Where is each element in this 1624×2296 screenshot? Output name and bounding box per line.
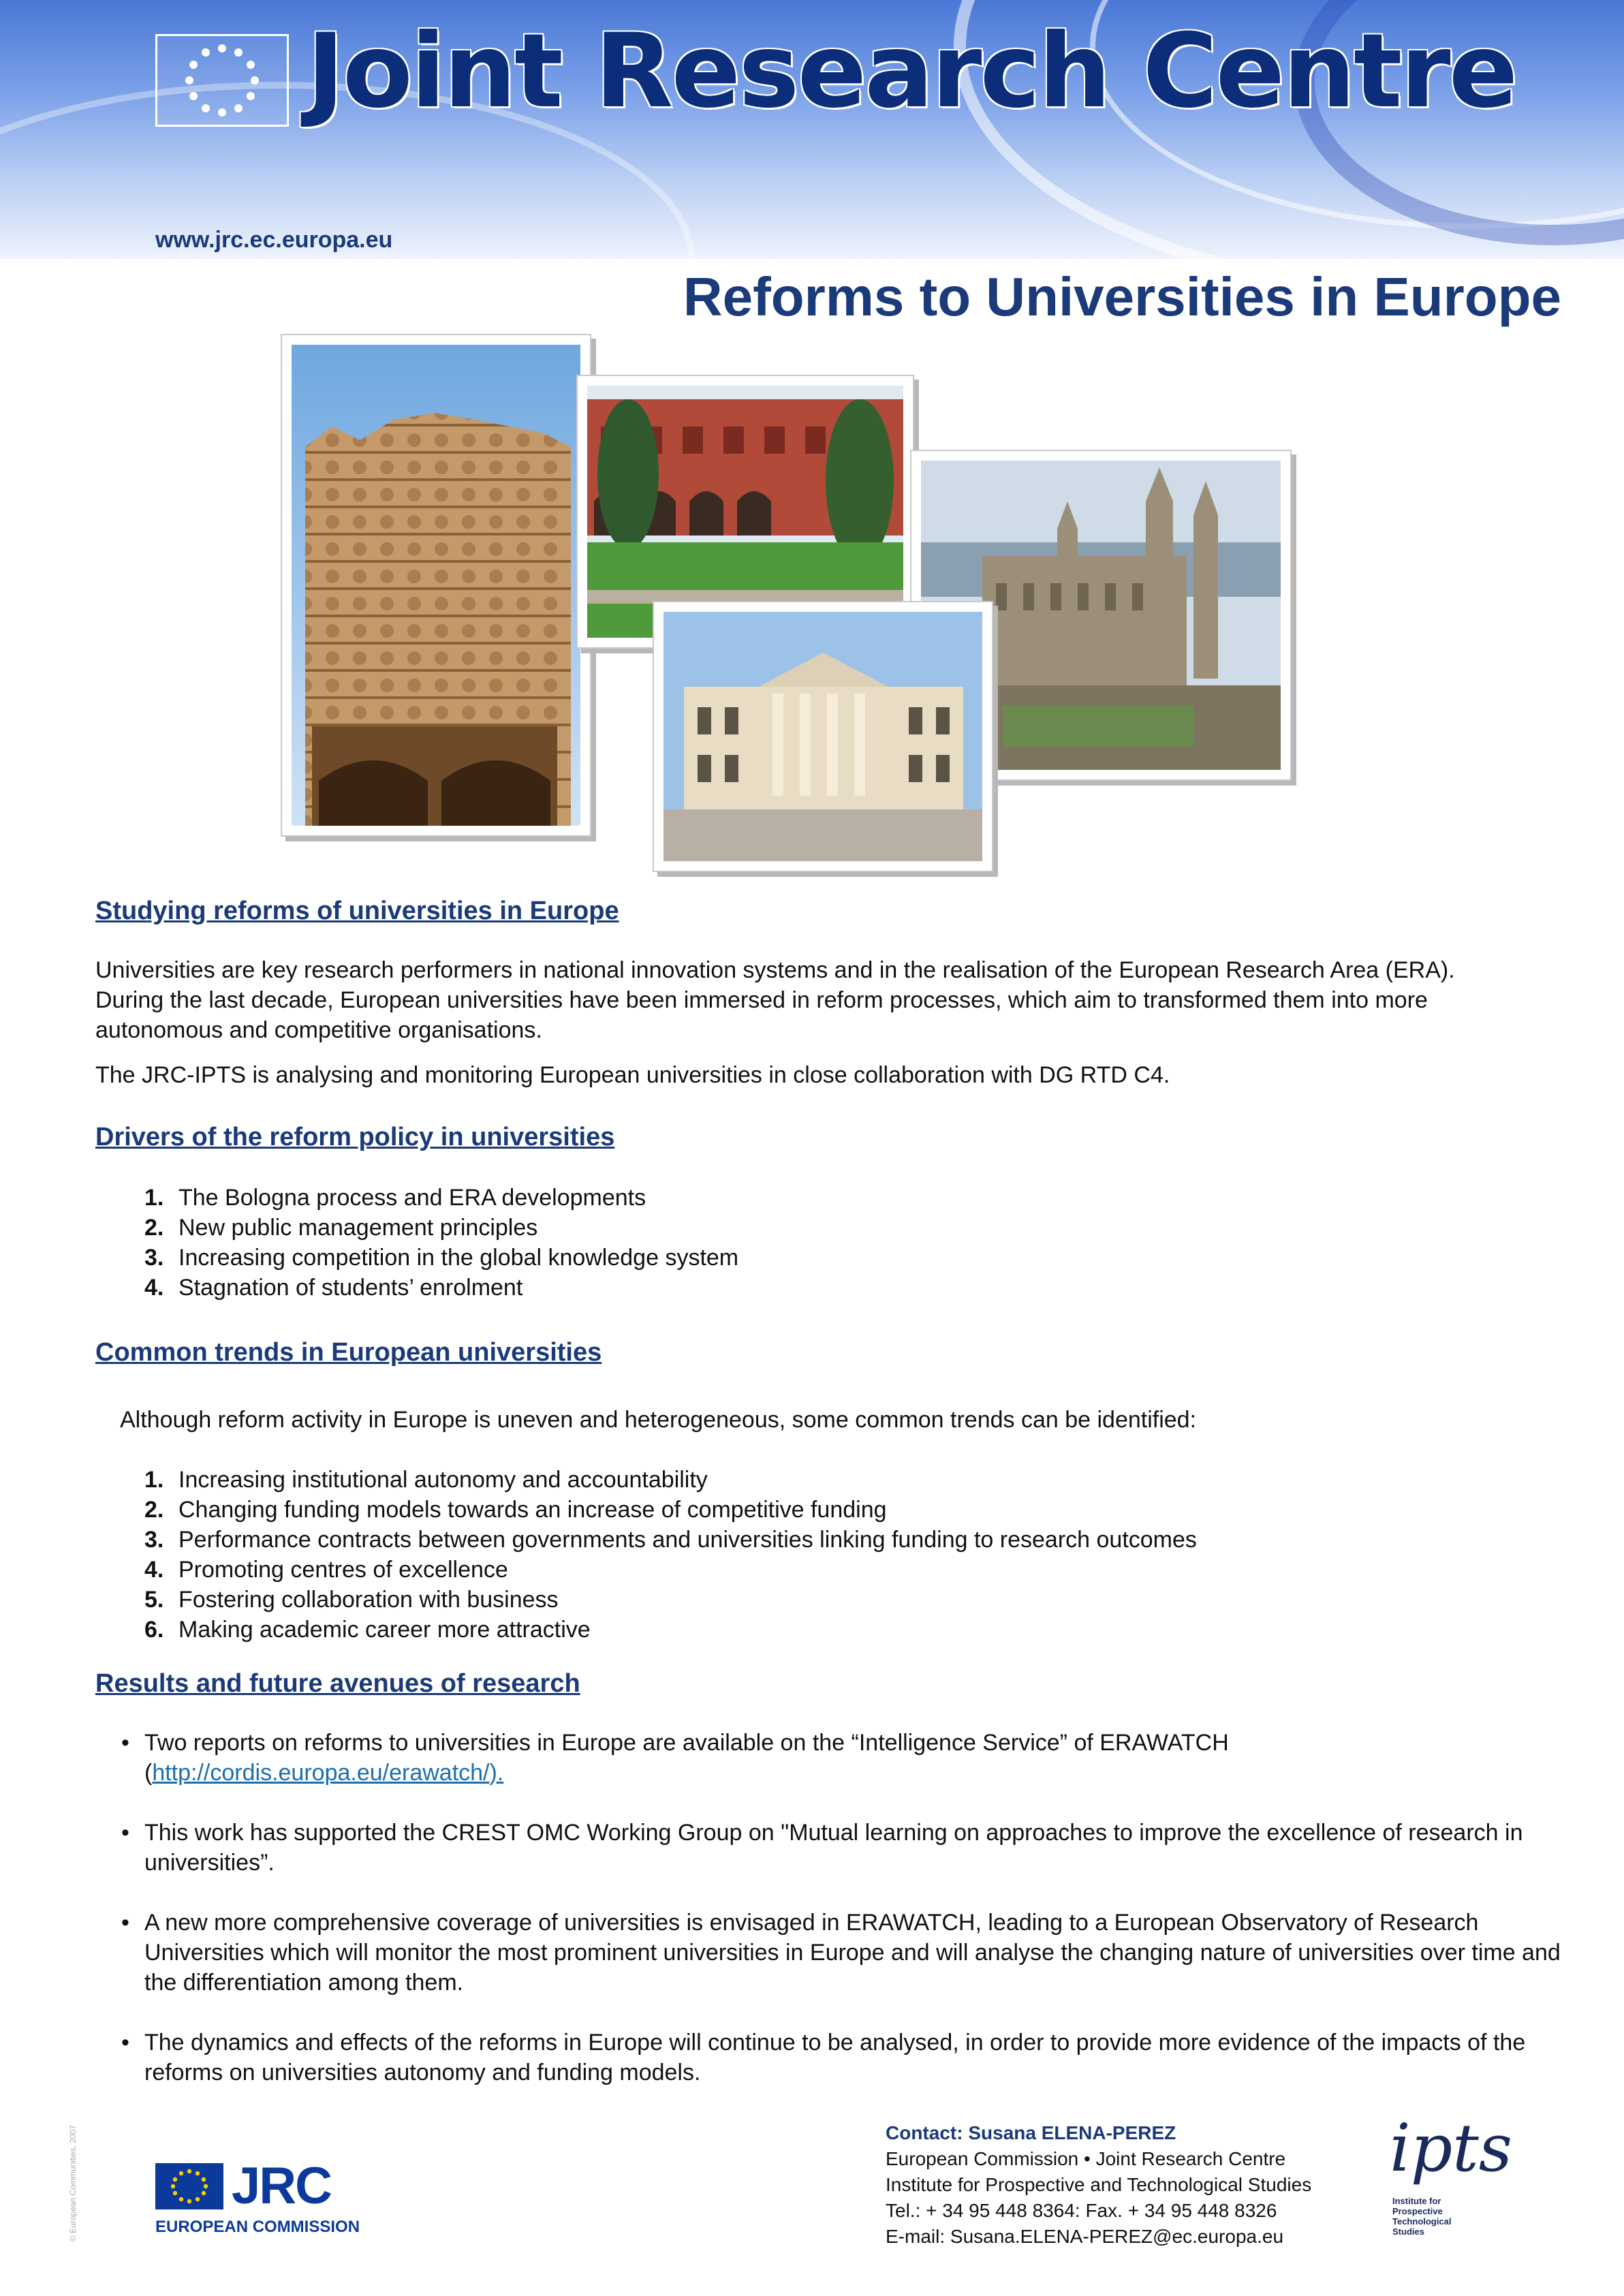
list-number: 2.: [144, 1215, 164, 1241]
contact-title: Contact: Susana ELENA-PEREZ: [886, 2122, 1176, 2143]
list-item-text: A new more comprehensive coverage of universities is envisaged in ERAWATCH, leading to a European Observatory of Research Universities which will monitor the most prominent universities in Europe and will analyse the changing nature of universities over time and the differentiation among them.: [144, 1910, 1561, 1996]
list-item-text: Changing funding models towards an increase of competitive funding: [178, 1497, 887, 1523]
neoclassical-building-photo: [653, 601, 993, 872]
link-open-paren: (: [144, 1760, 153, 1786]
contact-line: Institute for Prospective and Technological Studies: [886, 2174, 1312, 2195]
paragraph-universities-key: Universities are key research performers in national innovation systems and in the realisation of the European Research Area (ERA). During the last decade, European universities have been immersed in reform processes, which aim to transformed them into more autonomous and competitive organisations.: [95, 957, 1455, 1043]
list-item-text: Making academic career more attractive: [178, 1617, 591, 1643]
contact-phone: Tel.: + 34 95 448 8364: Fax. + 34 95 448 8326: [886, 2200, 1277, 2221]
heading-drivers: Drivers of the reform policy in universities: [95, 1123, 615, 1151]
contact-line: European Commission • Joint Research Centre: [886, 2148, 1286, 2169]
paragraph-jrc-ipts: The JRC-IPTS is analysing and monitoring European universities in close collaboration with DG RTD C4.: [95, 1062, 1170, 1088]
list-item: [97, 1908, 1561, 1998]
list-item: [144, 1243, 738, 1273]
drivers-list: [144, 1183, 738, 1303]
jrc-logo: [155, 2157, 360, 2238]
list-number: 1.: [144, 1185, 164, 1211]
salamanca-facade-photo: [281, 334, 591, 837]
list-item-text: Performance contracts between governments and universities linking funding to research outcomes: [178, 1527, 1197, 1553]
list-item: [144, 1615, 1197, 1645]
list-item-text: Stagnation of students’ enrolment: [178, 1275, 523, 1301]
list-number: 5.: [144, 1587, 164, 1613]
list-item: [144, 1495, 1197, 1525]
heading-studying-reforms: Studying reforms of universities in Europe: [95, 897, 619, 925]
list-item-text: Two reports on reforms to universities in Europe are available on the “Intelligence Service” of ERAWATCH: [144, 1730, 1229, 1756]
bullet-icon: •: [121, 1820, 129, 1846]
contact-email[interactable]: E-mail: Susana.ELENA-PEREZ@ec.europa.eu: [886, 2226, 1284, 2247]
list-item-text: Promoting centres of excellence: [178, 1557, 508, 1583]
trends-list: [144, 1465, 1197, 1645]
list-item: [97, 1728, 1561, 1788]
list-item-text: Increasing institutional autonomy and accountability: [178, 1467, 708, 1493]
heading-common-trends: Common trends in European universities: [95, 1338, 602, 1367]
eu-stars-icon: [157, 36, 287, 125]
ipts-caption: Institute for Prospective Technological Studies: [1392, 2196, 1452, 2237]
list-item: [144, 1213, 738, 1243]
header-url[interactable]: www.jrc.ec.europa.eu: [155, 227, 393, 253]
ipts-logo-text: ipts: [1390, 2110, 1512, 2186]
list-item: [144, 1585, 1197, 1615]
copyright-notice: © European Communities, 2007: [68, 2125, 78, 2241]
list-item-text: Increasing competition in the global knowledge system: [178, 1245, 739, 1271]
link-close-paren: ).: [489, 1760, 504, 1786]
list-item-text: Fostering collaboration with business: [178, 1587, 559, 1613]
bullet-icon: •: [121, 1910, 129, 1936]
list-item: [144, 1525, 1197, 1555]
bullet-icon: •: [121, 1730, 129, 1756]
page-title: Reforms to Universities in Europe: [683, 266, 1561, 327]
list-item: [97, 1818, 1561, 1878]
contact-block: [886, 2120, 1311, 2250]
european-commission-label: EUROPEAN COMMISSION: [155, 2218, 360, 2236]
list-number: 6.: [144, 1617, 164, 1643]
list-item: [144, 1465, 1197, 1495]
erawatch-link[interactable]: http://cordis.europa.eu/erawatch/: [152, 1760, 490, 1786]
list-item: [144, 1273, 738, 1303]
list-number: 3.: [144, 1245, 164, 1271]
list-number: 4.: [144, 1557, 164, 1583]
bullet-icon: •: [121, 2030, 129, 2055]
header-title: Joint Research Centre: [307, 12, 1516, 131]
list-number: 1.: [144, 1467, 164, 1493]
list-number: 4.: [144, 1275, 164, 1301]
list-item: [97, 2028, 1561, 2088]
list-item: [144, 1183, 738, 1213]
eu-flag-icon: [155, 34, 289, 127]
list-item: [144, 1555, 1197, 1585]
jrc-logo-text: JRC: [232, 2157, 332, 2215]
results-list: [97, 1728, 1561, 2117]
paragraph-trends-intro: Although reform activity in Europe is uneven and heterogeneous, some common trends can be identified:: [120, 1407, 1197, 1433]
list-item-text: The Bologna process and ERA developments: [178, 1185, 646, 1211]
list-item-text: New public management principles: [178, 1215, 538, 1241]
heading-results: Results and future avenues of research: [95, 1669, 580, 1698]
list-item-text: The dynamics and effects of the reforms in Europe will continue to be analysed, in order to provide more evidence of the impacts of the reforms on universities autonomy and funding models.: [144, 2030, 1526, 2085]
list-number: 2.: [144, 1497, 164, 1523]
ipts-logo: [1390, 2110, 1512, 2245]
list-number: 3.: [144, 1527, 164, 1553]
list-item-text: This work has supported the CREST OMC Working Group on "Mutual learning on approaches to improve the excellence of research in universities”.: [144, 1820, 1523, 1876]
